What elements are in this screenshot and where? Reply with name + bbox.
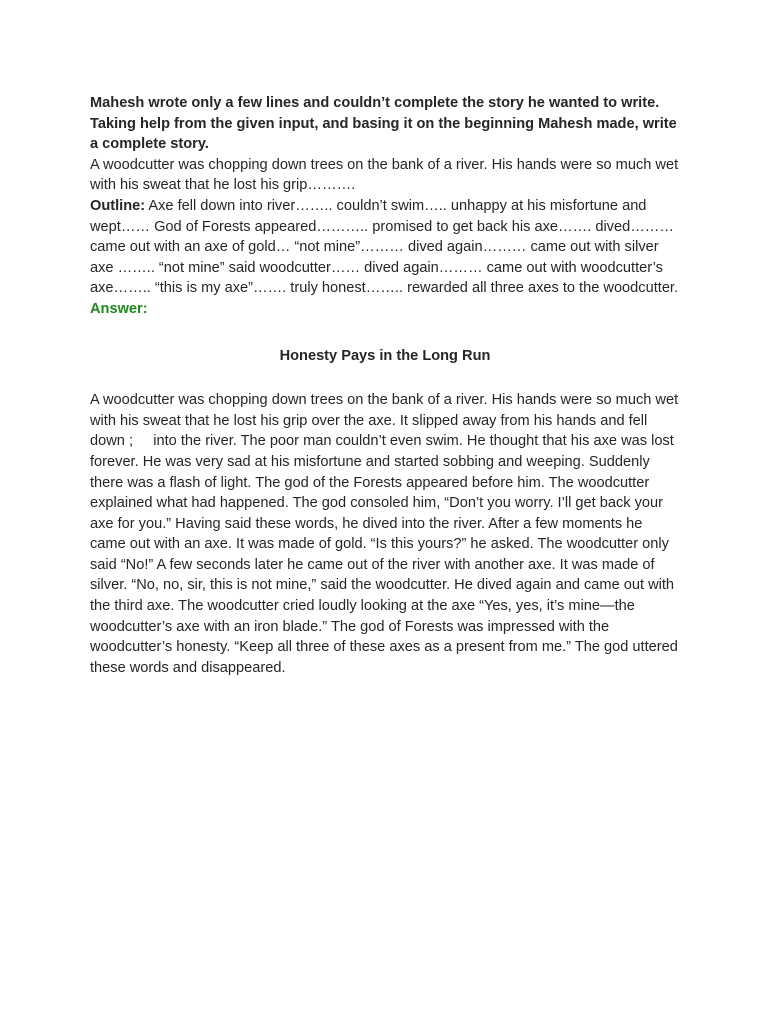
- document-page: [90, 93, 683, 678]
- outline-label: Outline:: [90, 197, 146, 214]
- story-beginning: A woodcutter was chopping down trees on the bank of a river. His hands were so much wet with his sweat that he lost his grip……….: [90, 156, 679, 194]
- answer-label: Answer:: [90, 300, 148, 317]
- outline-text: Axe fell down into river…….. couldn’t swim….. unhappy at his misfortune and wept…… God of Forests appeared……….. promised to get back his axe……. dived……… came out with an axe of gold… “not mine”……… dived again……… came out with silver axe …….. “not mine” said woodcutter…… dived again……… came out with woodcutter’s axe…….. “this is my axe”……. truly honest…….. rewarded all three axes to the woodcutter.: [90, 197, 679, 297]
- story-body: A woodcutter was chopping down trees on the bank of a river. His hands were so much wet with his sweat that he lost his grip over the axe. It slipped away from his hands and fell down ; into the river. The poor man couldn’t even swim. He thought that his axe was lost forever. He was very sad at his misfortune and started sobbing and weeping. Suddenly there was a flash of light. The god of the Forests appeared before him. The woodcutter explained what had happened. The god consoled him, “Don’t you worry. I’ll get back your axe for you.” Having said these words, he dived into the river. After a few moments he came out with an axe. It was made of gold. “Is this yours?” he asked. The woodcutter only said “No!” A few seconds later he came out of the river with another axe. It was made of silver. “No, no, sir, this is not mine,” said the woodcutter. He dived again and came out with the third axe. The woodcutter cried loudly looking at the axe “Yes, yes, it’s mine—the woodcutter’s axe with an iron blade.” The god of Forests was impressed with the woodcutter’s honesty. “Keep all three of these axes as a present from me.” The god uttered these words and disappeared.: [90, 392, 683, 676]
- outline-paragraph: [90, 196, 680, 299]
- question-text: Mahesh wrote only a few lines and couldn’t complete the story he wanted to write. Taking help from the given input, and basing it on the beginning Mahesh made, write a complete story.: [90, 95, 677, 153]
- story-title: Honesty Pays in the Long Run: [279, 347, 491, 364]
